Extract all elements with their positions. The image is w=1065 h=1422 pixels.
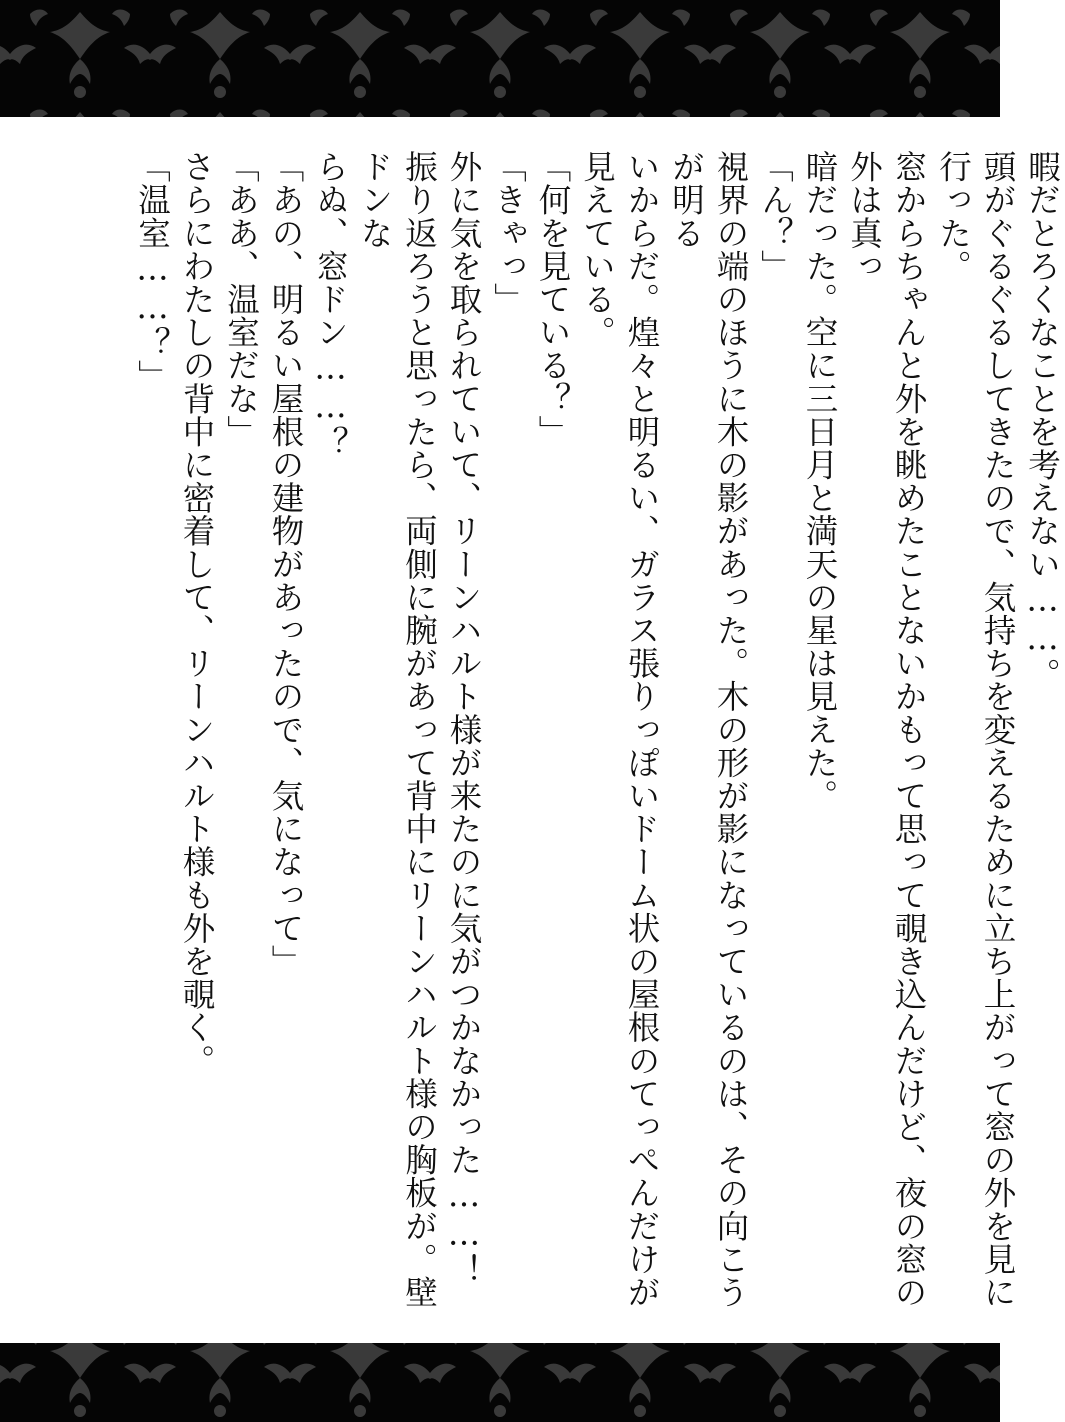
text-line: 頭がぐるぐるしてきたので、気持ちを変えるために立ち上がって窓の外を見に行った。 xyxy=(934,150,1017,1309)
text-line: さらにわたしの背中に密着して、リーンハルト様も外を覗く。 xyxy=(178,150,216,1077)
text-line: 「何を見ている？」 xyxy=(534,150,572,448)
bottom-ornamental-band xyxy=(0,1343,1000,1422)
text-line: 「温室……？」 xyxy=(133,150,172,393)
damask-floral-icon xyxy=(0,0,1000,117)
text-line: 窓からちゃんと外を眺めたことないかもって思って覗き込んだけど、夜の窓の外は真っ xyxy=(845,150,928,1309)
damask-floral-icon xyxy=(0,1343,1000,1422)
text-line: 暇だとろくなことを考えない……。 xyxy=(1023,150,1062,691)
text-line: 「ああ、温室だな」 xyxy=(222,150,261,448)
text-line: 「あの、明るい屋根の建物があったので、気になって」 xyxy=(267,150,305,978)
text-line: 「きゃっ」 xyxy=(489,150,528,316)
text-line: 振り返ろうと思ったら、両側に腕があって背中にリーンハルト様の胸板が。壁ドンな xyxy=(356,150,439,1309)
text-line: 暗だった。空に三日月と満天の星は見えた。 xyxy=(801,150,839,812)
novel-page-body xyxy=(130,150,1062,1320)
text-line: 外に気を取られていて、リーンハルト様が来たのに気がつかなかった……！ xyxy=(445,150,483,1287)
text-line: いからだ。煌々と明るい、ガラス張りっぽいドーム状の屋根のてっぺんだけが見えている。 xyxy=(578,150,661,1309)
text-line: らぬ、窓ドン……？ xyxy=(311,150,350,459)
text-line: 「ん？」 xyxy=(756,150,795,283)
top-ornamental-band xyxy=(0,0,1000,117)
text-line: 視界の端のほうに木の影があった。木の形が影になっているのは、その向こうが明る xyxy=(667,150,750,1309)
vertical-text-column xyxy=(130,150,1065,1320)
